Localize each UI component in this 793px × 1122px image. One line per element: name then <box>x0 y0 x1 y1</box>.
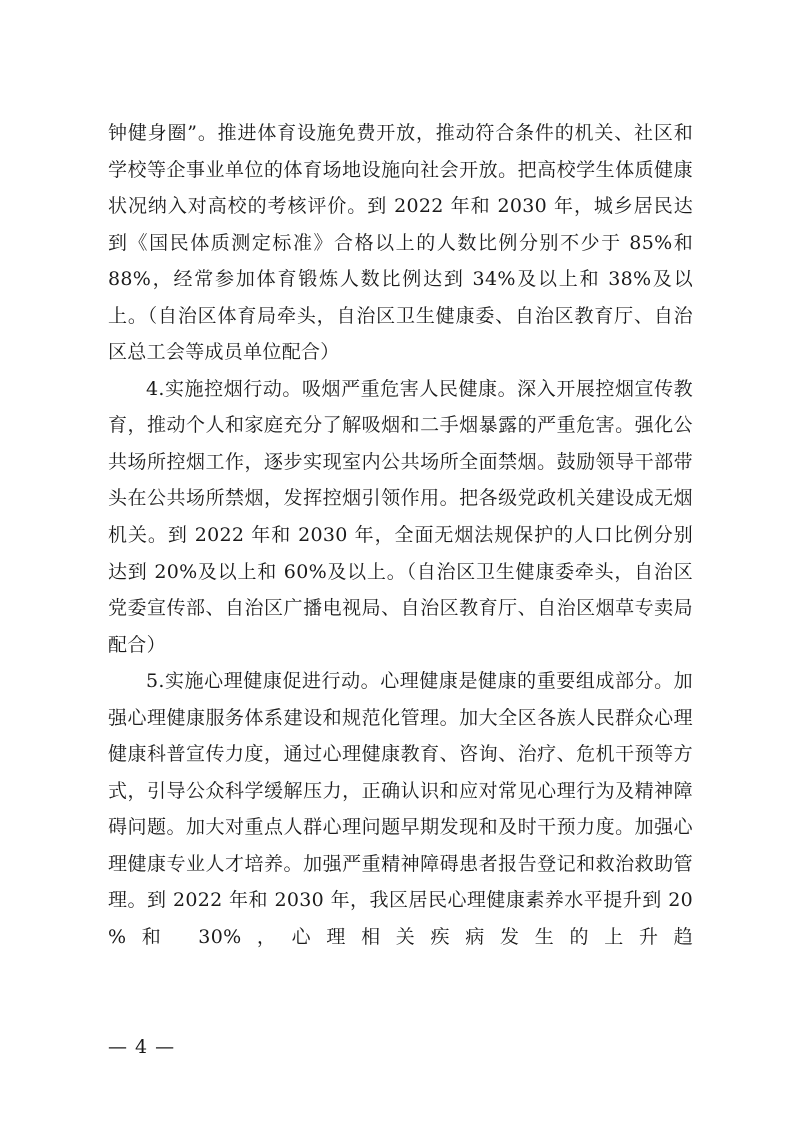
paragraph-mental-health: 5.实施心理健康促进行动。心理健康是健康的重要组成部分。加强心理健康服务体系建设和规范化管理。加大全区各族人民群众心理健康科普宣传力度，通过心理健康教育、咨询、治疗、危机干预等方式，引导公众科学缓解压力，正确认识和应对常见心理行为及精神障碍问题。加大对重点人群心理问题早期发现和及时干预力度。加强心理健康专业人才培养。加强严重精神障碍患者报告登记和救治救助管理。到 2022 年和 2030 年，我区居民心理健康素养水平提升到 20 %和 30%，心理相关疾病发生的上升趋 <box>108 670 693 949</box>
paragraph-fitness-facilities: 钟健身圈”。推进体育设施免费开放，推动符合条件的机关、社区和学校等企事业单位的体育场地设施向社会开放。把高校学生体质健康状况纳入对高校的考核评价。到 2022 年和 2030 年，城乡居民达到《国民体质测定标准》合格以上的人数比例分别不少于 85%和 88%，经常参加体育锻炼人数比例达到 34%及以上和 38%及以上。（自治区体育局牵头，自治区卫生健康委、自治区教育厅、自治区总工会等成员单位配合） <box>108 122 693 364</box>
page-number: — 4 — <box>108 1036 176 1058</box>
document-body <box>108 115 693 956</box>
paragraph-tobacco-control: 4.实施控烟行动。吸烟严重危害人民健康。深入开展控烟宣传教育，推动个人和家庭充分了解吸烟和二手烟暴露的严重危害。强化公共场所控烟工作，逐步实现室内公共场所全面禁烟。鼓励领导干部带头在公共场所禁烟，发挥控烟引领作用。把各级党政机关建设成无烟机关。到 2022 年和 2030 年，全面无烟法规保护的人口比例分别达到 20%及以上和 60%及以上。（自治区卫生健康委牵头，自治区党委宣传部、自治区广播电视局、自治区教育厅、自治区烟草专卖局配合） <box>108 377 693 656</box>
